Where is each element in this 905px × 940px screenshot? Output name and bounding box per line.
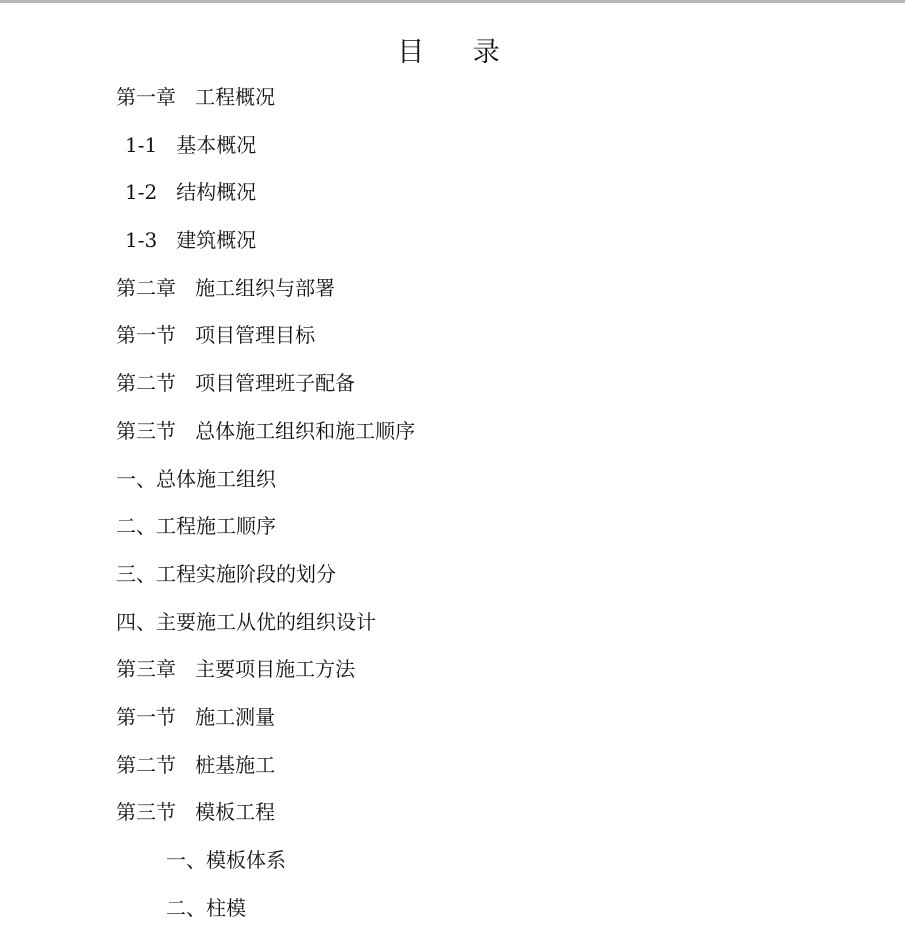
toc-entry-section-3-3: 第三节 模板工程 [116,800,276,825]
toc-title: 目 录 [397,37,520,68]
toc-entry-item-2-3-3: 三、工程实施阶段的划分 [116,561,336,586]
toc-entry-1-3: 1-3 建筑概况 [125,228,257,253]
toc-entry-item-3-3-1: 一、模板体系 [166,848,286,872]
toc-entry-item-2-3-2: 二、工程施工顺序 [116,514,276,539]
toc-entry-1-2: 1-2 结构概况 [125,180,257,205]
toc-entry-item-2-3-1: 一、总体施工组织 [116,466,276,491]
toc-entry-section-2-1: 第一节 项目管理目标 [116,323,316,348]
toc-entry-section-3-2: 第二节 桩基施工 [116,752,276,777]
toc-entry-1-1: 1-1 基本概况 [125,132,257,157]
toc-entry-chapter-2: 第二章 施工组织与部署 [116,275,336,300]
toc-entry-chapter-3: 第三章 主要项目施工方法 [116,657,356,682]
table-of-contents [116,82,415,940]
toc-entry-item-2-3-4: 四、主要施工从优的组织设计 [116,609,376,634]
toc-entry-section-3-1: 第一节 施工测量 [116,704,276,729]
toc-entry-chapter-1: 第一章 工程概况 [116,85,276,109]
toc-entry-section-2-2: 第二节 项目管理班子配备 [116,371,356,396]
toc-entry-item-3-3-2: 二、柱模 [166,895,246,920]
toc-entry-section-2-3: 第三节 总体施工组织和施工顺序 [116,418,416,443]
